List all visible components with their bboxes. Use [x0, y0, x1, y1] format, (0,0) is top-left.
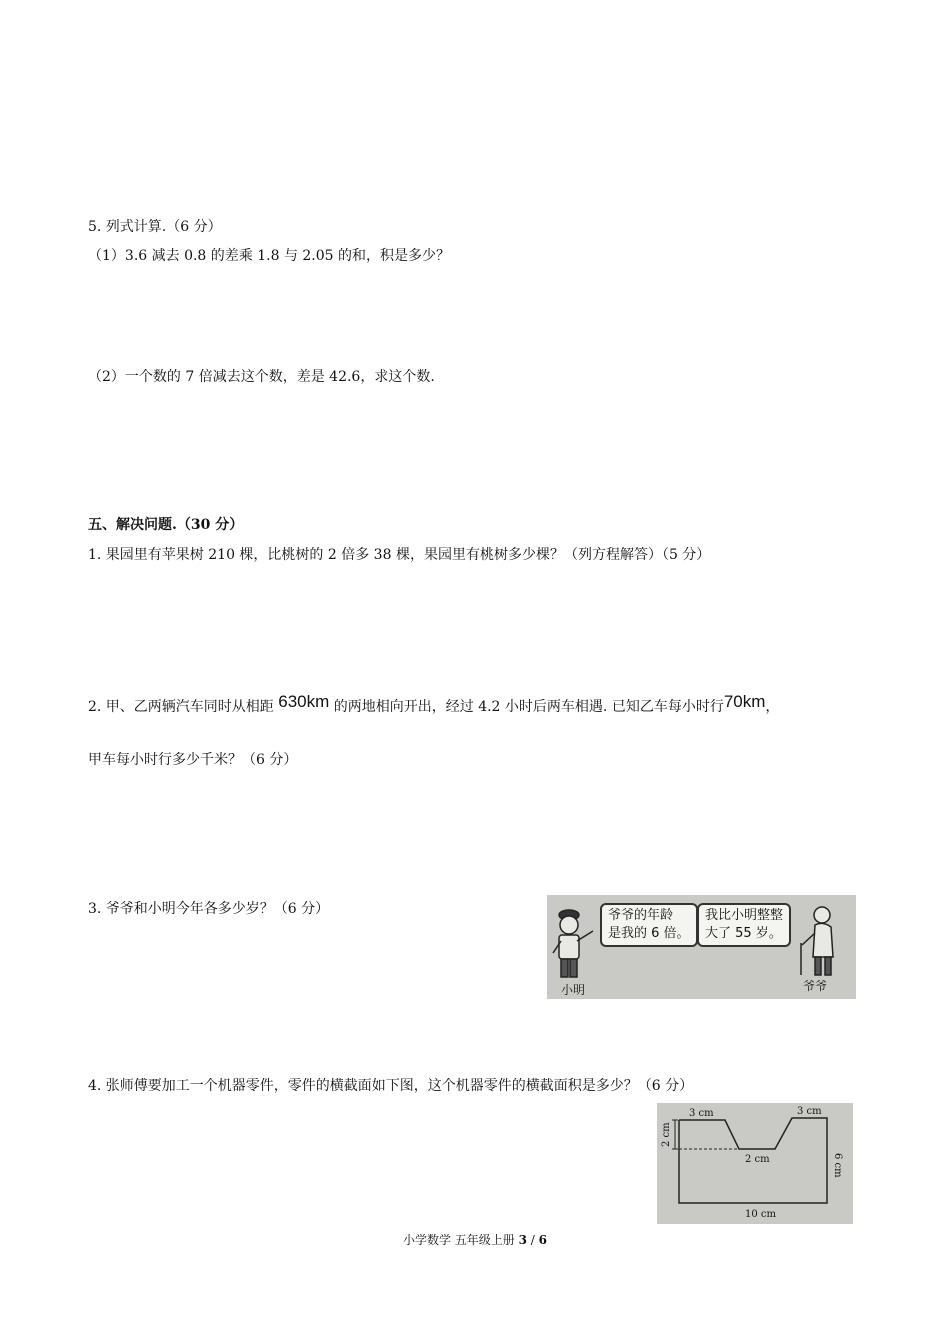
speed-value: 70km [723, 692, 766, 711]
bubble-right-line1: 我比小明整整 [705, 908, 784, 923]
problem-2-text-b: 的两地相向开出，经过 4.2 小时后两车相遇. 已知乙车每小时行 [333, 699, 724, 715]
cross-section-figure [657, 1103, 853, 1224]
label-xiaoming: 小明 [561, 983, 586, 997]
section5-heading: 五、解决问题.（30 分） [88, 517, 244, 533]
problem-2-text-a: 2. 甲、乙两辆汽车同时从相距 [88, 699, 274, 715]
label-top-left: 3 cm [689, 1108, 714, 1119]
label-notch-bottom: 2 cm [745, 1154, 770, 1165]
speech-bubble-xiaoming [600, 903, 698, 947]
footer-separator: / [526, 1233, 539, 1247]
footer-subject: 小学数学 五年级上册 [402, 1233, 515, 1247]
label-grandpa: 爷爷 [803, 979, 828, 993]
cross-section-diagram [657, 1103, 853, 1224]
boy-icon [553, 910, 593, 977]
label-right-side: 6 cm [832, 1153, 843, 1178]
q5-part1: （1）3.6 减去 0.8 的差乘 1.8 与 2.05 的和，积是多少？ [88, 248, 451, 264]
bubble-right-line2: 大了 55 岁。 [705, 926, 782, 941]
problem-2-line1 [88, 692, 780, 717]
problem-2-text-c: ， [765, 699, 780, 715]
label-left-side: 2 cm [661, 1122, 672, 1147]
problem-1: 1. 果园里有苹果树 210 棵，比桃树的 2 倍多 38 棵，果园里有桃树多少棵？（列方程解答）（5 分） [88, 547, 711, 563]
problem-4: 4. 张师傅要加工一个机器零件，零件的横截面如下图，这个机器零件的横截面积是多少？（6 分） [88, 1078, 694, 1094]
problem-3: 3. 爷爷和小明今年各多少岁？（6 分） [88, 901, 330, 917]
q5-part2: （2）一个数的 7 倍减去这个数，差是 42.6，求这个数. [88, 369, 435, 385]
age-cartoon-figure [547, 895, 856, 999]
label-top-right: 3 cm [797, 1106, 822, 1117]
footer-total-pages: 6 [538, 1233, 548, 1247]
speech-bubble-grandpa [697, 903, 791, 947]
page-footer [0, 1231, 950, 1249]
q5-title: 5. 列式计算.（6 分） [88, 219, 222, 235]
grandpa-icon [801, 907, 833, 975]
distance-value: 630km [278, 692, 330, 711]
problem-2-line2: 甲车每小时行多少千米？（6 分） [88, 752, 298, 768]
bubble-left-line1: 爷爷的年龄 [608, 908, 674, 923]
label-bottom: 10 cm [745, 1209, 776, 1220]
footer-page-number: 3 [518, 1233, 527, 1247]
bubble-left-line2: 是我的 6 倍。 [608, 926, 690, 941]
